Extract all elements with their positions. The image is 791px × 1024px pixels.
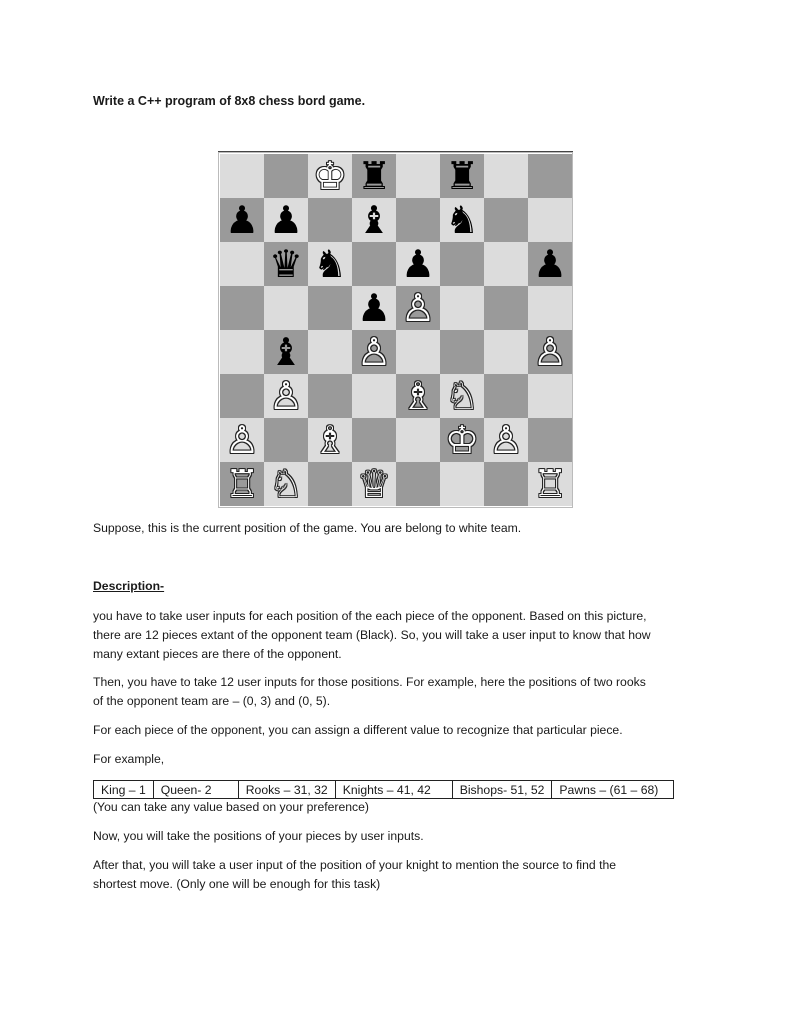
board-square [528, 330, 572, 374]
board-square [484, 418, 528, 462]
board-square [352, 198, 396, 242]
board-square [396, 330, 440, 374]
board-square [264, 242, 308, 286]
chess-piece-black: ♝ [356, 198, 392, 242]
chess-piece-black: ♛ [268, 242, 304, 286]
board-square [528, 242, 572, 286]
table-cell-rooks: Rooks – 31, 32 [238, 781, 335, 799]
chess-piece-white: ♘ [268, 462, 304, 506]
board-square [528, 462, 572, 506]
board-square [352, 330, 396, 374]
board-square [264, 330, 308, 374]
chess-piece-white: ♖ [532, 462, 568, 506]
board-square [220, 242, 264, 286]
chess-piece-black: ♟ [400, 242, 436, 286]
paragraph-6 [93, 856, 616, 894]
board-square [352, 242, 396, 286]
chess-piece-white: ♖ [224, 462, 260, 506]
board-square [308, 462, 352, 506]
board-square [264, 198, 308, 242]
paragraph-2-line-1: Then, you have to take 12 user inputs for those positions. For example, here the positions of two rooks [93, 675, 646, 689]
board-square [352, 286, 396, 330]
table-cell-bishops: Bishops- 51, 52 [452, 781, 552, 799]
board-square [528, 374, 572, 418]
chess-piece-black: ♞ [444, 198, 480, 242]
intro-text: Suppose, this is the current position of the game. You are belong to white team. [93, 521, 522, 535]
board-square [220, 198, 264, 242]
board-square [396, 418, 440, 462]
board-square [396, 198, 440, 242]
board-square [308, 418, 352, 462]
board-square [264, 418, 308, 462]
chess-piece-white: ♔ [444, 418, 480, 462]
board-square [264, 154, 308, 198]
chess-piece-black: ♜ [356, 154, 392, 198]
paragraph-5: Now, you will take the positions of your pieces by user inputs. [93, 829, 424, 843]
board-square [440, 462, 484, 506]
board-square [440, 198, 484, 242]
board-square [396, 462, 440, 506]
paragraph-4: For example, [93, 752, 165, 766]
board-square [440, 242, 484, 286]
board-square [220, 286, 264, 330]
chess-piece-white: ♙ [224, 418, 260, 462]
chess-piece-black: ♟ [532, 242, 568, 286]
board-square [220, 374, 264, 418]
board-square [352, 374, 396, 418]
chess-piece-white: ♕ [356, 462, 392, 506]
chess-piece-white: ♗ [400, 374, 436, 418]
board-square [220, 330, 264, 374]
board-square [440, 330, 484, 374]
table-cell-king: King – 1 [94, 781, 154, 799]
chess-piece-white: ♘ [444, 374, 480, 418]
board-square [352, 418, 396, 462]
chess-piece-white: ♙ [400, 286, 436, 330]
board-square [484, 330, 528, 374]
board-square [396, 242, 440, 286]
board-square [308, 330, 352, 374]
note-text: (You can take any value based on your preference) [93, 800, 369, 814]
board-square [220, 462, 264, 506]
board-square [440, 286, 484, 330]
table-row [94, 781, 674, 799]
board-square [484, 198, 528, 242]
paragraph-1-line-3: many extant pieces are there of the opponent. [93, 647, 342, 661]
board-square [528, 286, 572, 330]
paragraph-2-line-2: of the opponent team are – (0, 3) and (0, 5). [93, 694, 331, 708]
board-square [528, 198, 572, 242]
board-square [484, 242, 528, 286]
description-heading: Description- [93, 579, 165, 593]
board-square [220, 154, 264, 198]
paragraph-6-line-2: shortest move. (Only one will be enough for this task) [93, 877, 381, 891]
chess-piece-black: ♜ [444, 154, 480, 198]
board-square [484, 462, 528, 506]
table-cell-pawns: Pawns – (61 – 68) [552, 781, 674, 799]
table-cell-knights: Knights – 41, 42 [335, 781, 452, 799]
paragraph-6-line-1: After that, you will take a user input of the position of your knight to mention the source to find the [93, 858, 617, 872]
chess-piece-black: ♝ [268, 330, 304, 374]
board-square [352, 462, 396, 506]
paragraph-2 [93, 673, 646, 711]
board-square [352, 154, 396, 198]
chess-board [218, 151, 573, 508]
board-square [440, 374, 484, 418]
board-square [528, 418, 572, 462]
chess-piece-white: ♙ [268, 374, 304, 418]
chess-piece-white: ♙ [356, 330, 392, 374]
board-square [440, 154, 484, 198]
board-square [308, 374, 352, 418]
board-square [264, 374, 308, 418]
board-square [484, 286, 528, 330]
board-square [264, 462, 308, 506]
paragraph-1 [93, 607, 651, 664]
board-square [528, 154, 572, 198]
board-square [484, 154, 528, 198]
chess-piece-white: ♙ [488, 418, 524, 462]
board-square [484, 374, 528, 418]
chess-piece-black: ♞ [312, 242, 348, 286]
chess-piece-black: ♟ [268, 198, 304, 242]
piece-values-table [93, 780, 674, 799]
page-title: Write a C++ program of 8x8 chess bord game. [93, 94, 366, 108]
chess-piece-black: ♟ [356, 286, 392, 330]
board-square [308, 198, 352, 242]
chess-piece-white: ♙ [532, 330, 568, 374]
paragraph-1-line-1: you have to take user inputs for each position of the each piece of the opponent. Based on this picture, [93, 609, 647, 623]
chess-piece-white: ♚ [312, 154, 348, 198]
board-square [396, 154, 440, 198]
board-square [396, 374, 440, 418]
board-square [308, 286, 352, 330]
chess-board-grid [220, 154, 572, 506]
paragraph-3: For each piece of the opponent, you can assign a different value to recognize that particular piece. [93, 723, 623, 737]
board-square [440, 418, 484, 462]
table-cell-queen: Queen- 2 [153, 781, 238, 799]
board-square [220, 418, 264, 462]
chess-piece-black: ♟ [224, 198, 260, 242]
paragraph-1-line-2: there are 12 pieces extant of the opponent team (Black). So, you will take a user input to know that how [93, 628, 651, 642]
chess-piece-white: ♗ [312, 418, 348, 462]
board-square [264, 286, 308, 330]
board-square [308, 242, 352, 286]
board-square [308, 154, 352, 198]
board-square [396, 286, 440, 330]
